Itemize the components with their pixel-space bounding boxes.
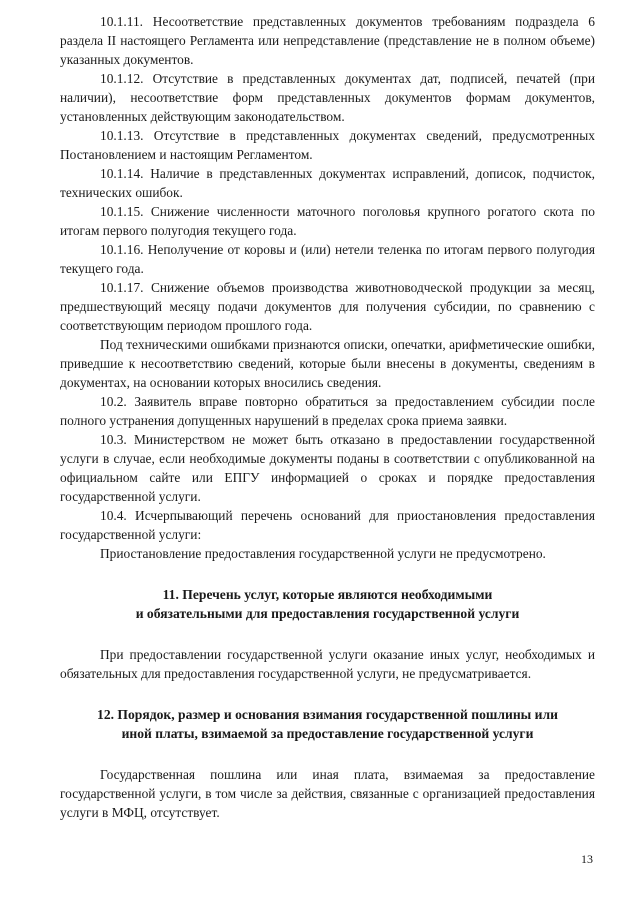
page-number: 13 bbox=[581, 852, 593, 866]
paragraph-technical-errors: Под техническими ошибками признаются описки, опечатки, арифметические ошибки, приведшие к несоответствию сведений, которые были внесены в документы, сведениям в документах, на основании которых вносились сведения. bbox=[60, 337, 595, 390]
paragraph-suspension: Приостановление предоставления государственной услуги не предусмотрено. bbox=[100, 546, 546, 561]
section-12-body: Государственная пошлина или иная плата, взимаемая за предоставление государственной услуги, в том числе за действия, связанные с организацией предоставления услуги в МФЦ, отсутствует. bbox=[60, 767, 595, 820]
paragraph-10-1-14: 10.1.14. Наличие в представленных документах исправлений, дописок, подчисток, технических ошибок. bbox=[60, 166, 595, 200]
section-12-heading-line1: 12. Порядок, размер и основания взимания государственной пошлины или bbox=[97, 707, 558, 722]
paragraph-10-2: 10.2. Заявитель вправе повторно обратиться за предоставлением субсидии после полного устранения допущенных нарушений в пределах срока приема заявки. bbox=[60, 394, 595, 428]
paragraph-10-1-13: 10.1.13. Отсутствие в представленных документах сведений, предусмотренных Постановлением и настоящим Регламентом. bbox=[60, 128, 595, 162]
paragraph-10-1-11: 10.1.11. Несоответствие представленных документов требованиям подраздела 6 раздела II настоящего Регламента или непредставление (представление не в полном объеме) указанных документов. bbox=[60, 14, 595, 67]
section-12-heading-line2: иной платы, взимаемой за предоставление государственной услуги bbox=[121, 726, 534, 741]
document-page bbox=[60, 12, 595, 822]
paragraph-10-1-15: 10.1.15. Снижение численности маточного поголовья крупного рогатого скота по итогам первого полугодия текущего года. bbox=[60, 204, 595, 238]
section-11-body: При предоставлении государственной услуги оказание иных услуг, необходимых и обязательных для предоставления государственной услуги, не предусматривается. bbox=[60, 647, 595, 681]
section-11-heading-line2: и обязательными для предоставления государственной услуги bbox=[135, 606, 520, 621]
paragraph-10-1-16: 10.1.16. Неполучение от коровы и (или) нетели теленка по итогам первого полугодия текущего года. bbox=[60, 242, 595, 276]
paragraph-10-3: 10.3. Министерством не может быть отказано в предоставлении государственной услуги в случае, если необходимые документы поданы в соответствии с опубликованной на официальном сайте или ЕПГУ информацией о сроках и порядке предоставления государственной услуги. bbox=[60, 432, 595, 504]
paragraph-10-4: 10.4. Исчерпывающий перечень оснований для приостановления предоставления государственной услуги: bbox=[60, 508, 595, 542]
paragraph-10-1-17: 10.1.17. Снижение объемов производства животноводческой продукции за месяц, предшествующий месяцу подачи документов для получения субсидии, по сравнению с соответствующим периодом прошлого года. bbox=[60, 280, 595, 333]
section-11-heading-line1: 11. Перечень услуг, которые являются необходимыми bbox=[162, 587, 493, 602]
paragraph-10-1-12: 10.1.12. Отсутствие в представленных документах дат, подписей, печатей (при наличии), несоответствие форм представленных документов формам документов, установленных действующим законодательством. bbox=[60, 71, 595, 124]
